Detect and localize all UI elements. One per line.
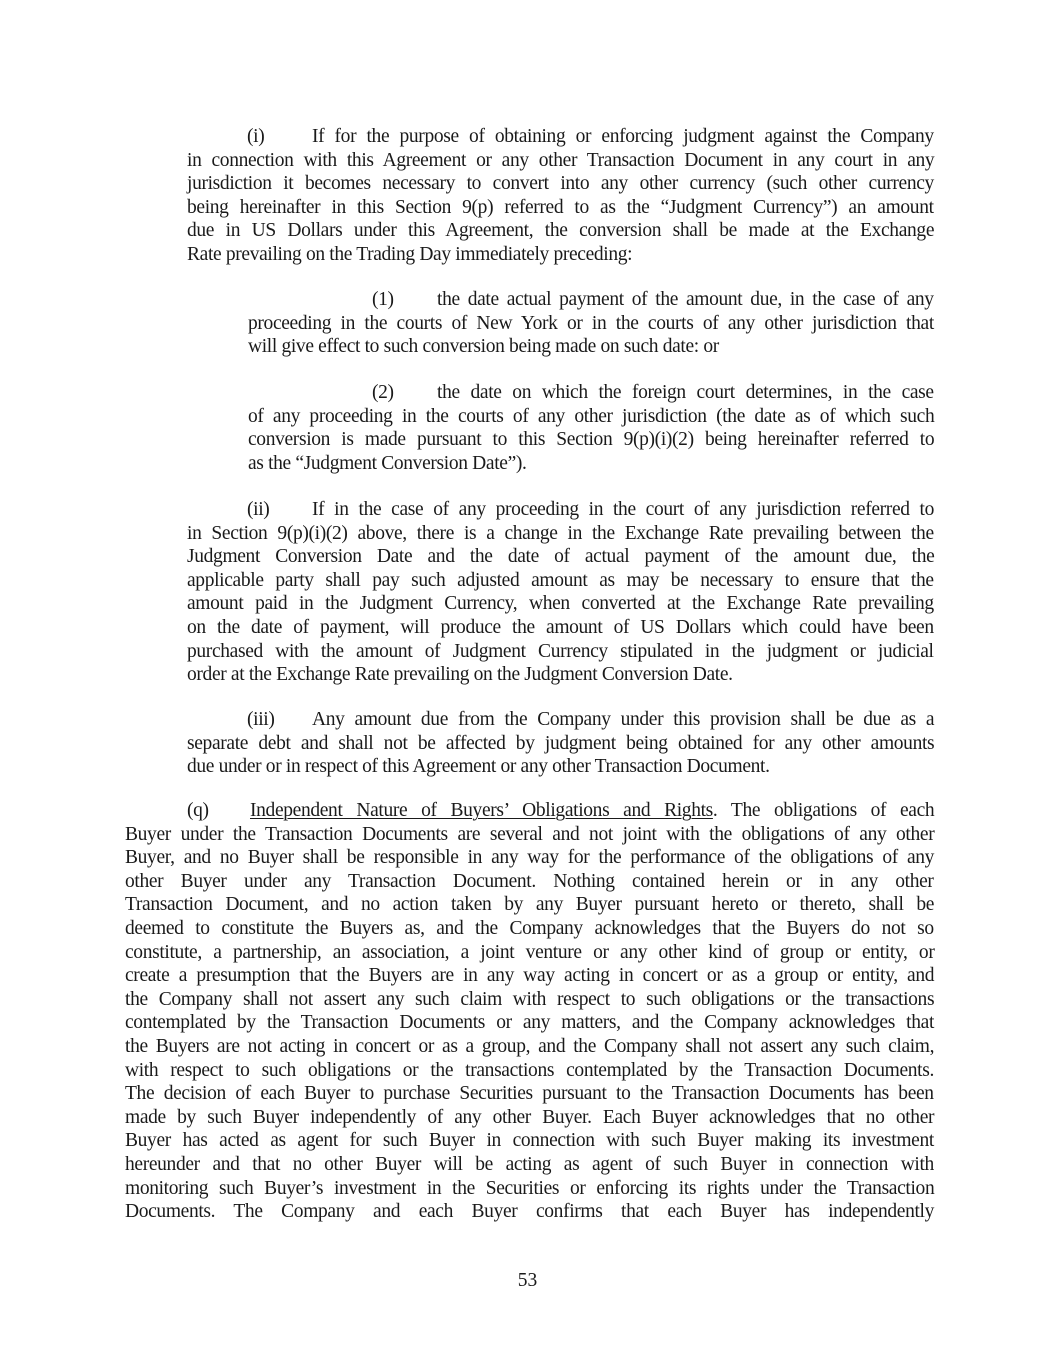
paragraph-q-line: the Buyers are not acting in concert or as a group, and the Company shall not assert any such claim, [125,1035,935,1057]
line-text: the date actual payment of the amount due, in the case of any [437,289,934,310]
paragraph-i-line: being hereinafter in this Section 9(p) referred to as the “Judgment Currency”) an amount [187,196,934,218]
paragraph-ii-line: purchased with the amount of Judgment Currency stipulated in the judgment or judicial [187,640,934,662]
paragraph-iii [187,708,934,779]
subparagraph-1-line [248,288,934,312]
paragraph-q-line: Transaction Document, and no action taken by any Buyer pursuant hereto or thereto, shall be [125,894,935,916]
paragraph-iii-line: due under or in respect of this Agreement or any other Transaction Document. [187,756,770,778]
paragraph-ii-line: order at the Exchange Rate prevailing on the Judgment Conversion Date. [187,664,733,686]
subparagraph-1-line: will give effect to such conversion being made on such date: or [248,336,719,358]
line-text: the date on which the foreign court determines, in the case [437,382,934,403]
paragraph-ii [187,498,934,687]
line-text: Any amount due from the Company under this provision shall be due as a [312,709,935,730]
subparagraph-1 [248,288,934,359]
paragraph-iii-line: separate debt and shall not be affected by judgment being obtained for any other amounts [187,732,935,754]
line-text: . The obligations of each [712,800,935,821]
paragraph-label: (i) [247,126,265,147]
paragraph-label: (2) [372,382,394,403]
paragraph-ii-line: applicable party shall pay such adjusted amount as may be necessary to ensure that the [187,569,934,591]
paragraph-i [187,125,934,267]
line-text: If in the case of any proceeding in the court of any jurisdiction referred to [312,499,934,520]
subparagraph-2-line: as the “Judgment Conversion Date”). [248,452,527,474]
paragraph-q-line: contemplated by the Transaction Documents or any matters, and the Company acknowledges that [125,1012,935,1034]
paragraph-q-line: Documents. The Company and each Buyer confirms that each Buyer has independently [125,1201,935,1223]
paragraph-q-line: Buyer under the Transaction Documents are several and not joint with the obligations of any other [125,823,935,845]
paragraph-ii-line [187,498,934,522]
paragraph-q-line: constitute, a partnership, an association, a joint venture or any other kind of group or entity, or [125,941,935,963]
paragraph-label: (q) [187,800,209,821]
subparagraph-2 [248,381,934,475]
paragraph-i-line: due in US Dollars under this Agreement, the conversion shall be made at the Exchange [187,220,935,242]
subparagraph-1-line: proceeding in the courts of New York or in the courts of any other jurisdiction that [248,312,934,334]
paragraph-i-line: jurisdiction it becomes necessary to convert into any other currency (such other currency [187,173,934,195]
paragraph-q-line: with respect to such obligations or the transactions contemplated by the Transaction Documents. [125,1059,934,1081]
paragraph-q-line: The decision of each Buyer to purchase Securities pursuant to the Transaction Documents has been [125,1083,934,1105]
paragraph-i-line [187,125,934,149]
paragraph-label: (iii) [247,709,275,730]
subparagraph-2-line: of any proceeding in the courts of any other jurisdiction (the date as of which such [248,405,935,427]
paragraph-q-line: made by such Buyer independently of any other Buyer. Each Buyer acknowledges that no other [125,1106,935,1128]
paragraph-q [125,799,934,1224]
paragraph-q-line: hereunder and that no other Buyer will be acting as agent of such Buyer in connection with [125,1153,934,1175]
paragraph-label: (1) [372,289,394,310]
paragraph-q-line: Buyer, and no Buyer shall be responsible in any way for the performance of the obligations of any [125,847,935,869]
page-number: 53 [517,1270,538,1291]
section-heading: Independent Nature of Buyers’ Obligations and Rights [250,800,713,821]
paragraph-q-line: other Buyer under any Transaction Document. Nothing contained herein or in any other [125,870,934,892]
paragraph-q-line: monitoring such Buyer’s investment in the Securities or enforcing its rights under the Transaction [125,1177,935,1199]
paragraph-q-line [125,799,934,823]
paragraph-i-line: Rate prevailing on the Trading Day immediately preceding: [187,243,633,265]
paragraph-q-line: create a presumption that the Buyers are in any way acting in concert or as a group or entity, and [125,965,935,987]
paragraph-i-line: in connection with this Agreement or any other Transaction Document in any court in any [187,149,935,171]
paragraph-ii-line: in Section 9(p)(i)(2) above, there is a change in the Exchange Rate prevailing between the [187,522,934,544]
paragraph-ii-line: amount paid in the Judgment Currency, when converted at the Exchange Rate prevailing [187,593,934,615]
paragraph-q-line: the Company shall not assert any such claim with respect to such obligations or the transactions [125,988,935,1010]
paragraph-q-line: Buyer has acted as agent for such Buyer in connection with such Buyer making its investment [125,1130,934,1152]
subparagraph-2-line: conversion is made pursuant to this Section 9(p)(i)(2) being hereinafter referred to [248,429,935,451]
paragraph-q-line: deemed to constitute the Buyers as, and the Company acknowledges that the Buyers do not so [125,917,934,939]
paragraph-ii-line: on the date of payment, will produce the amount of US Dollars which could have been [187,616,934,638]
paragraph-label: (ii) [247,499,270,520]
subparagraph-2-line [248,381,934,405]
paragraph-ii-line: Judgment Conversion Date and the date of actual payment of the amount due, the [187,546,935,568]
paragraph-iii-line [187,708,934,732]
line-text: If for the purpose of obtaining or enforcing judgment against the Company [312,126,934,147]
